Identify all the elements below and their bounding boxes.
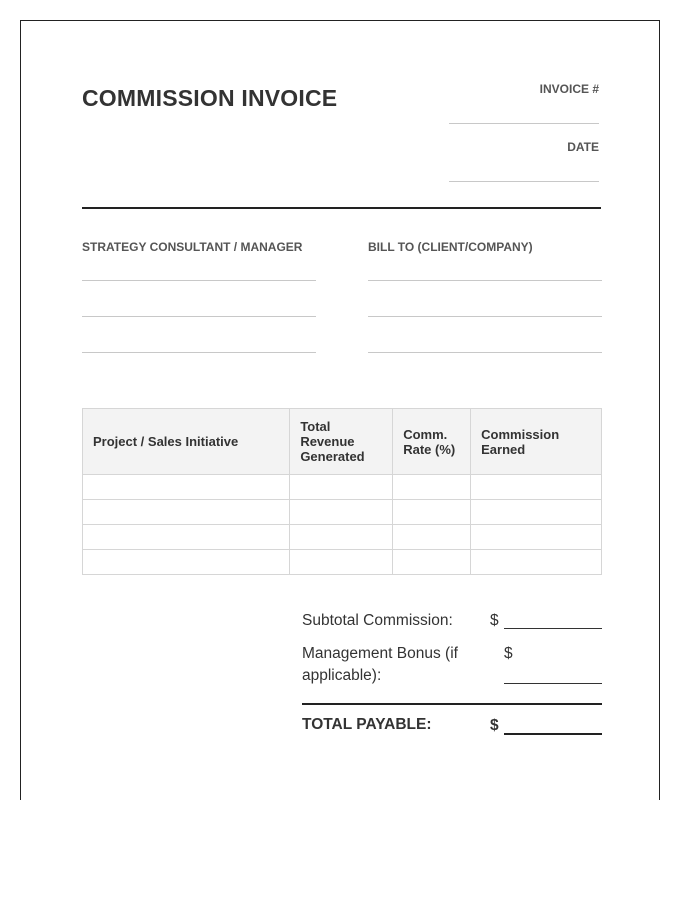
date-label: DATE [567,140,599,154]
table-cell[interactable] [290,475,393,500]
bill-to-field-line-3[interactable] [368,352,602,353]
table-cell[interactable] [83,525,290,550]
bonus-field[interactable] [504,683,602,684]
table-header-row [83,409,602,475]
consultant-field-line-3[interactable] [82,352,316,353]
bonus-label: Management Bonus (if applicable): [302,645,458,684]
column-header-commission: Commission Earned [471,409,602,475]
column-header-rate: Comm. Rate (%) [393,409,471,475]
date-field[interactable] [449,181,599,182]
commission-table [82,408,602,575]
table-cell[interactable] [393,525,471,550]
table-cell[interactable] [83,475,290,500]
table-cell[interactable] [83,500,290,525]
table-row [83,525,602,550]
table-row [83,475,602,500]
table-cell[interactable] [290,525,393,550]
bill-to-label: BILL TO (CLIENT/COMPANY) [368,240,533,254]
table-cell[interactable] [290,550,393,575]
total-payable-label: TOTAL PAYABLE: [302,716,432,733]
column-header-project: Project / Sales Initiative [83,409,290,475]
header-divider [82,207,601,209]
table-cell[interactable] [471,550,602,575]
invoice-title: COMMISSION INVOICE [82,85,338,111]
table-cell[interactable] [471,475,602,500]
subtotal-label: Subtotal Commission: [302,612,453,629]
total-payable-field[interactable] [504,733,602,735]
total-divider [302,703,602,705]
table-cell[interactable] [471,500,602,525]
table-cell[interactable] [393,550,471,575]
table-cell[interactable] [290,500,393,525]
table-row [83,550,602,575]
bill-to-field-line-1[interactable] [368,280,602,281]
invoice-number-label: INVOICE # [539,82,599,96]
bonus-currency: $ [504,645,513,662]
table-cell[interactable] [393,500,471,525]
consultant-label: STRATEGY CONSULTANT / MANAGER [82,240,303,254]
subtotal-currency: $ [490,612,499,629]
consultant-field-line-1[interactable] [82,280,316,281]
table-cell[interactable] [83,550,290,575]
subtotal-field[interactable] [504,628,602,629]
invoice-number-field[interactable] [449,123,599,124]
bill-to-field-line-2[interactable] [368,316,602,317]
column-header-revenue: Total Revenue Generated [290,409,393,475]
invoice-sheet [20,20,660,800]
total-currency: $ [490,717,499,734]
consultant-field-line-2[interactable] [82,316,316,317]
table-cell[interactable] [471,525,602,550]
table-row [83,500,602,525]
table-cell[interactable] [393,475,471,500]
